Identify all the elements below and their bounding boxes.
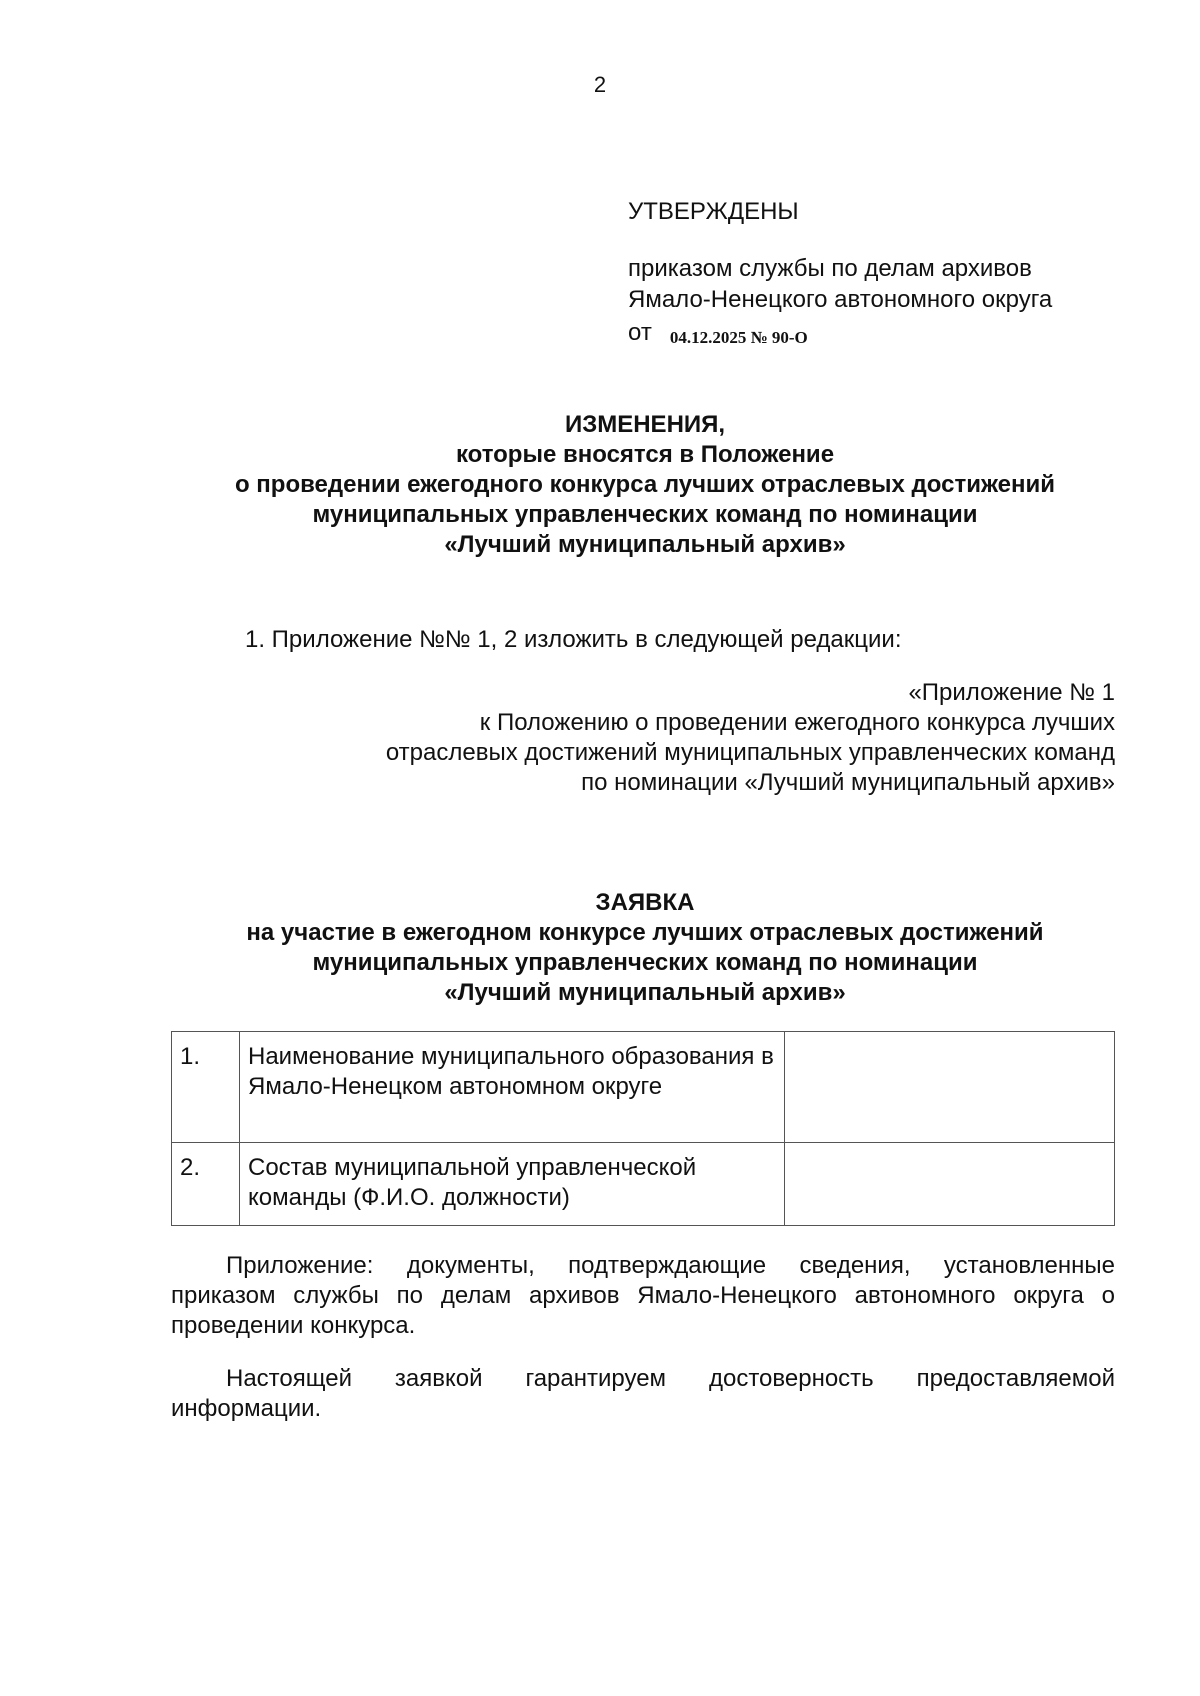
changes-title-line: муниципальных управленческих команд по номинации	[312, 501, 978, 528]
row-value-cell	[785, 1143, 1115, 1226]
appendix-reference-line: по номинации «Лучший муниципальный архив»	[581, 769, 1115, 796]
changes-title-line: ИЗМЕНЕНИЯ,	[564, 411, 726, 438]
date-prefix: от	[628, 319, 652, 346]
order-date-number: 04.12.2025 № 90-О	[669, 328, 808, 347]
appendix-reference	[386, 678, 1115, 798]
appendix-reference-line: к Положению о проведении ежегодного конкурса лучших	[479, 709, 1115, 736]
appendix-reference-line: отраслевых достижений муниципальных управленческих команд	[385, 739, 1115, 766]
application-title-line: «Лучший муниципальный архив»	[444, 979, 846, 1006]
row-number: 2.	[172, 1143, 240, 1226]
approved-label: УТВЕРЖДЕНЫ	[628, 198, 799, 225]
application-title-line: ЗАЯВКА	[595, 889, 695, 916]
row-number: 1.	[172, 1032, 240, 1143]
approval-line: Ямало-Ненецкого автономного округа	[628, 286, 1053, 313]
attachment-paragraph: Приложение: документы, подтверждающие сведения, установленные приказом службы по делам архивов Ямало-Ненецкого автономного округа о проведении конкурса.	[171, 1252, 1115, 1339]
application-title	[0, 888, 1200, 1008]
appendix-reference-line: «Приложение № 1	[908, 679, 1115, 706]
application-title-line: муниципальных управленческих команд по номинации	[312, 949, 978, 976]
table-row	[172, 1032, 1115, 1143]
row-label: Наименование муниципального образования в Ямало-Ненецком автономном округе	[240, 1032, 785, 1143]
application-title-line: на участие в ежегодном конкурсе лучших отраслевых достижений	[246, 919, 1044, 946]
changes-title-line: о проведении ежегодного конкурса лучших отраслевых достижений	[234, 471, 1056, 498]
changes-title-line: «Лучший муниципальный архив»	[444, 531, 846, 558]
page-number: 2	[593, 72, 607, 97]
approval-date-line	[628, 317, 1128, 350]
item-1-text: 1. Приложение №№ 1, 2 изложить в следующей редакции:	[245, 626, 902, 653]
application-form-table	[171, 1031, 1115, 1226]
approval-block	[628, 196, 1128, 350]
table-row	[172, 1143, 1115, 1226]
changes-title	[0, 410, 1200, 560]
guarantee-paragraph: Настоящей заявкой гарантируем достоверность предоставляемой информации.	[171, 1365, 1115, 1422]
changes-title-line: которые вносятся в Положение	[455, 441, 835, 468]
approval-line: приказом службы по делам архивов	[628, 255, 1032, 282]
row-label: Состав муниципальной управленческой команды (Ф.И.О. должности)	[240, 1143, 785, 1226]
row-value-cell	[785, 1032, 1115, 1143]
